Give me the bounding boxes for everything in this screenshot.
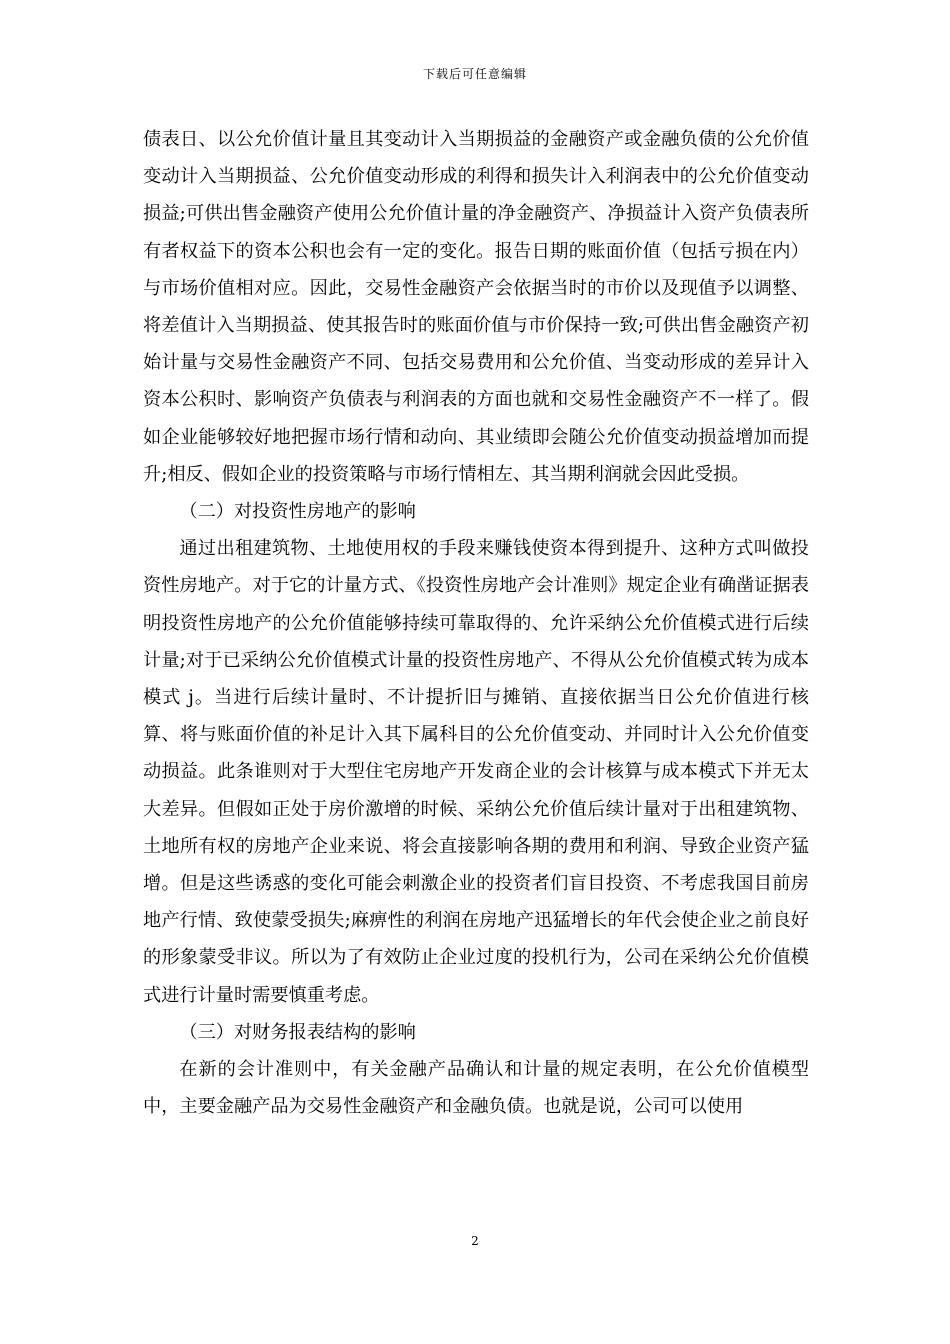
section-heading-investment-property: （二）对投资性房地产的影响 <box>179 501 416 523</box>
document-body <box>143 121 809 1125</box>
paragraph-continued: 债表日、以公允价值计量且其变动计入当期损益的金融资产或金融负债的公允价值变动计入当期损益、公允价值变动形成的利得和损失计入利润表中的公允价值变动损益;可供出售金融资产使用公允价值计量的净金融资产、净损益计入资产负债表所有者权益下的资本公积也会有一定的变化。报告日期的账面价值（包括亏损在内）与市场价值相对应。因此，交易性金融资产会依据当时的市价以及现值予以调整、将差值计入当期损益、使其报告时的账面价值与市价保持一致;可供出售金融资产初始计量与交易性金融资产不同、包括交易费用和公允价值、当变动形成的差异计入资本公积时、影响资产负债表与利润表的方面也就和交易性金融资产不一样了。假如企业能够较好地把握市场行情和动向、其业绩即会随公允价值变动损益增加而提升;相反、假如企业的投资策略与市场行情相左、其当期利润就会因此受损。 <box>143 129 809 485</box>
section-heading-financial-statement-structure: （三）对财务报表结构的影响 <box>179 1021 416 1043</box>
page-header: 下载后可任意编辑 <box>422 67 527 81</box>
paragraph-financial-statement-structure: 在新的会计准则中，有关金融产品确认和计量的规定表明，在公允价值模型中，主要金融产品为交易性金融资产和金融负债。也就是说，公司可以使用 <box>143 1059 809 1118</box>
page-number: 2 <box>471 1234 479 1248</box>
paragraph-investment-property: 通过出租建筑物、土地使用权的手段来赚钱使资本得到提升、这种方式叫做投资性房地产。对于它的计量方式、《投资性房地产会计准则》规定企业有确凿证据表明投资性房地产的公允价值能够持续可靠取得的、允许采纳公允价值模式进行后续计量;对于已采纳公允价值模式计量的投资性房地产、不得从公允价值模式转为成本模式 j。当进行后续计量时、不计提折旧与摊销、直接依据当日公允价值进行核算、将与账面价值的补足计入其下属科目的公允价值变动、并同时计入公允价值变动损益。此条谁则对于大型住宅房地产开发商企业的会计核算与成本模式下并无太大差异。但假如正处于房价激增的时候、采纳公允价值后续计量对于出租建筑物、土地所有权的房地产企业来说、将会直接影响各期的费用和利润、导致企业资产猛增。但是这些诱惑的变化可能会刺激企业的投资者们盲目投资、不考虑我国目前房地产行情、致使蒙受损失;麻痹性的利润在房地产迅猛增长的年代会使企业之前良好的形象蒙受非议。所以为了有效防止企业过度的投机行为，公司在采纳公允价值模式进行计量时需要慎重考虑。 <box>143 538 809 1006</box>
